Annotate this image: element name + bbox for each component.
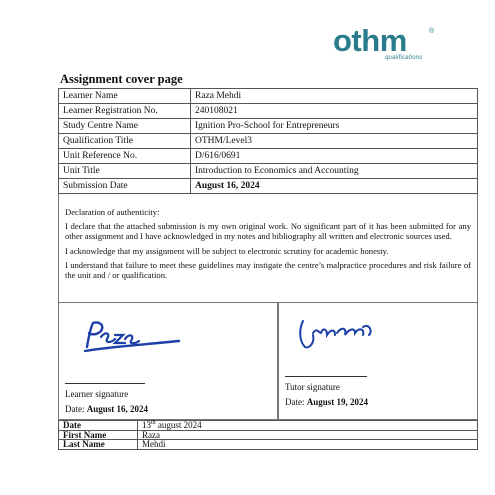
tutor-signature-image — [293, 313, 393, 353]
learner-signature-box — [58, 302, 278, 420]
table-row — [59, 421, 478, 431]
row-value: Raza — [138, 430, 478, 440]
row-value: OTHM/Level3 — [191, 134, 478, 149]
declaration-paragraph-1: I declare that the attached submission is my own original work. No significant part of it has been submitted for any other assignment and I have acknowledged in my notes and bibliography all written and electronic sources used. — [65, 221, 471, 242]
tutor-date-value: August 19, 2024 — [306, 397, 369, 407]
learner-date-label: Date: — [65, 404, 85, 414]
row-value: Mehdi — [138, 440, 478, 450]
row-label: Unit Reference No. — [59, 149, 191, 164]
table-row — [59, 430, 478, 440]
tutor-date — [285, 397, 368, 407]
row-value: 240108021 — [191, 104, 478, 119]
row-label: Learner Registration No. — [59, 104, 191, 119]
row-value: August 16, 2024 — [191, 179, 478, 194]
row-label: Submission Date — [59, 179, 191, 194]
row-label: First Name — [59, 430, 138, 440]
page-title: Assignment cover page — [60, 72, 183, 86]
learner-signature-image — [79, 317, 189, 357]
tutor-date-label: Date: — [285, 397, 305, 407]
row-label: Unit Title — [59, 164, 191, 179]
row-value: 13th august 2024 — [138, 421, 478, 431]
declaration-section — [58, 194, 478, 302]
learner-signature-label: Learner signature — [65, 389, 129, 399]
table-row — [59, 179, 478, 194]
row-label: Study Centre Name — [59, 119, 191, 134]
row-label: Last Name — [59, 440, 138, 450]
row-label: Date — [59, 421, 138, 431]
cover-info-table — [58, 88, 478, 194]
logo-registered-mark: ® — [429, 28, 435, 35]
learner-details-table — [58, 420, 478, 450]
logo-subtitle: qualifications — [385, 55, 423, 61]
table-row — [59, 104, 478, 119]
table-row — [59, 89, 478, 104]
table-row — [59, 164, 478, 179]
row-value: Ignition Pro-School for Entrepreneurs — [191, 119, 478, 134]
table-row — [59, 440, 478, 450]
table-row — [59, 134, 478, 149]
row-value: Raza Mehdi — [191, 89, 478, 104]
logo-wordmark: othm — [333, 23, 407, 58]
declaration-paragraph-2: I acknowledge that my assignment will be subject to electronic scrutiny for academic honesty. — [65, 245, 389, 256]
learner-date-value: August 16, 2024 — [86, 404, 149, 414]
tutor-signature-label: Tutor signature — [285, 382, 340, 392]
othm-logo — [333, 23, 443, 62]
learner-date — [65, 404, 148, 414]
declaration-heading: Declaration of authenticity: — [65, 207, 160, 217]
table-row — [59, 119, 478, 134]
tutor-signature-box — [278, 302, 478, 420]
table-row — [59, 149, 478, 164]
declaration-paragraph-3: I understand that failure to meet these guidelines may instigate the centre’s malpractice procedures and risk failure of the unit and / or qualification. — [65, 259, 471, 281]
learner-signature-line — [65, 383, 145, 384]
row-value: Introduction to Economics and Accounting — [191, 164, 478, 179]
tutor-signature-line — [285, 376, 367, 377]
row-label: Learner Name — [59, 89, 191, 104]
row-value: D/616/0691 — [191, 149, 478, 164]
row-label: Qualification Title — [59, 134, 191, 149]
